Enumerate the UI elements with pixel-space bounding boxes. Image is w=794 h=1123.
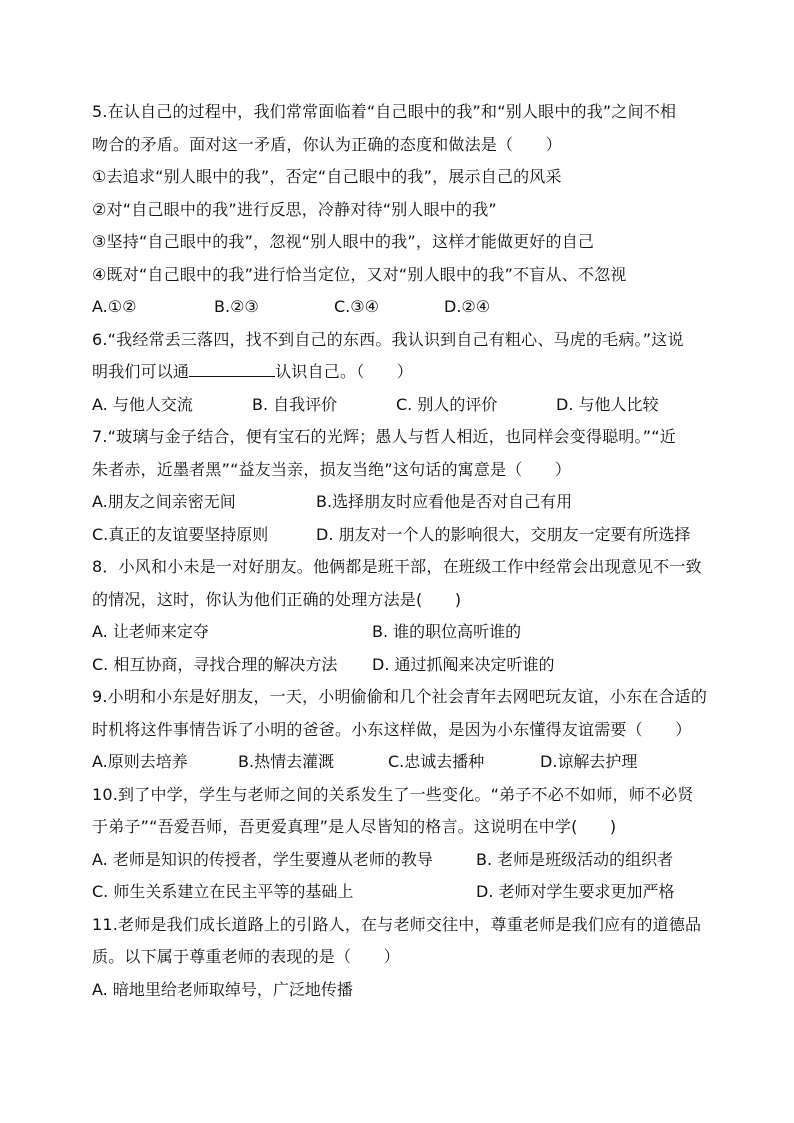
q11-stem-line2: 质。以下属于尊重老师的表现的是（ ） <box>92 947 400 966</box>
q10-option-c[interactable]: C. 师生关系建立在民主平等的基础上 <box>92 882 354 901</box>
q10-option-b[interactable]: B. 老师是班级活动的组织者 <box>476 850 674 869</box>
q6-option-a[interactable]: A. 与他人交流 <box>92 395 193 414</box>
q5-stem-line2: 吻合的矛盾。面对这一矛盾，你认为正确的态度和做法是（ ） <box>92 135 562 154</box>
q9-stem-line2: 时机将这件事情告诉了小明的爸爸。小东这样做，是因为小东懂得友谊需要（ ） <box>92 720 692 739</box>
q9-option-b[interactable]: B.热情去灌溉 <box>238 752 335 771</box>
q9-option-d[interactable]: D.谅解去护理 <box>540 752 638 771</box>
q8-stem-line2: 的情况，这时，你认为他们正确的处理方法是( ) <box>92 590 462 609</box>
q9-option-a[interactable]: A.原则去培养 <box>92 752 188 771</box>
q5-option-d[interactable]: D.②④ <box>444 297 491 316</box>
q10-option-a[interactable]: A. 老师是知识的传授者，学生要遵从老师的教导 <box>92 850 433 869</box>
q9-stem-line1: 9.小明和小东是好朋友，一天，小明偷偷和几个社会青年去网吧玩友谊，小东在合适的 <box>92 687 708 706</box>
q8-option-c[interactable]: C. 相互协商，寻找合理的解决方法 <box>92 655 338 674</box>
q10-stem-line1: 10.到了中学，学生与老师之间的关系发生了一些变化。“弟子不必不如师，师不必贤 <box>92 785 694 804</box>
q5-stem-line1: 5.在认自己的过程中，我们常常面临着“自己眼中的我”和“别人眼中的我”之间不相 <box>92 102 677 121</box>
q5-option-c[interactable]: C.③④ <box>334 297 379 316</box>
q11-option-a[interactable]: A. 暗地里给老师取绰号，广泛地传播 <box>92 980 353 999</box>
q10-stem-line2: 于弟子”“吾爱吾师，吾更爱真理”是人尽皆知的格言。这说明在中学( ) <box>92 817 617 836</box>
q7-option-c[interactable]: C.真正的友谊要坚持原则 <box>92 525 269 544</box>
q5-option-b[interactable]: B.②③ <box>214 297 259 316</box>
q7-stem-line2: 朱者赤，近墨者黑”“益友当亲，损友当绝”这句话的寓意是（ ） <box>92 460 572 479</box>
q6-stem-line1: 6.“我经常丢三落四，找不到自己的东西。我认识到自己有粗心、马虎的毛病。”这说 <box>92 330 684 349</box>
q8-stem-line1: 8．小风和小未是一对好朋友。他俩都是班干部，在班级工作中经常会出现意见不一致 <box>92 557 702 576</box>
q8-option-d[interactable]: D. 通过抓阄来决定听谁的 <box>372 655 555 674</box>
q5-statement-2: ②对“自己眼中的我”进行反思，冷静对待“别人眼中的我” <box>92 200 497 219</box>
q6-option-d[interactable]: D. 与他人比较 <box>556 395 659 414</box>
q6-option-b[interactable]: B. 自我评价 <box>252 395 338 414</box>
q6-stem-part1: 明我们可以通 <box>92 362 190 381</box>
q5-statement-3: ③坚持“自己眼中的我”，忽视“别人眼中的我”，这样才能做更好的自己 <box>92 232 595 251</box>
q5-statement-1: ①去追求“别人眼中的我”，否定“自己眼中的我”，展示自己的风采 <box>92 167 562 186</box>
q7-option-d[interactable]: D. 朋友对一个人的影响很大，交朋友一定要有所选择 <box>316 525 691 544</box>
q7-stem-line1: 7.“玻璃与金子结合，便有宝石的光辉；愚人与哲人相近，也同样会变得聪明。”“近 <box>92 427 676 446</box>
q10-option-d[interactable]: D. 老师对学生要求更加严格 <box>476 882 675 901</box>
q9-option-c[interactable]: C.忠诚去播种 <box>388 752 485 771</box>
q7-option-b[interactable]: B.选择朋友时应看他是否对自己有用 <box>316 492 573 511</box>
q8-option-a[interactable]: A. 让老师来定夺 <box>92 622 209 641</box>
answer-blank[interactable] <box>189 362 275 377</box>
q5-option-a[interactable]: A.①② <box>92 297 137 316</box>
q6-stem-part2: 认识自己。（ ） <box>275 362 414 381</box>
q11-stem-line1: 11.老师是我们成长道路上的引路人，在与老师交往中，尊重老师是我们应有的道德品 <box>92 915 702 934</box>
q7-option-a[interactable]: A.朋友之间亲密无间 <box>92 492 236 511</box>
q6-stem-line2 <box>92 362 704 382</box>
q6-option-c[interactable]: C. 别人的评价 <box>396 395 498 414</box>
q5-statement-4: ④既对“自己眼中的我”进行恰当定位，又对“别人眼中的我”不盲从、不忽视 <box>92 265 627 284</box>
q8-option-b[interactable]: B. 谁的职位高听谁的 <box>372 622 522 641</box>
